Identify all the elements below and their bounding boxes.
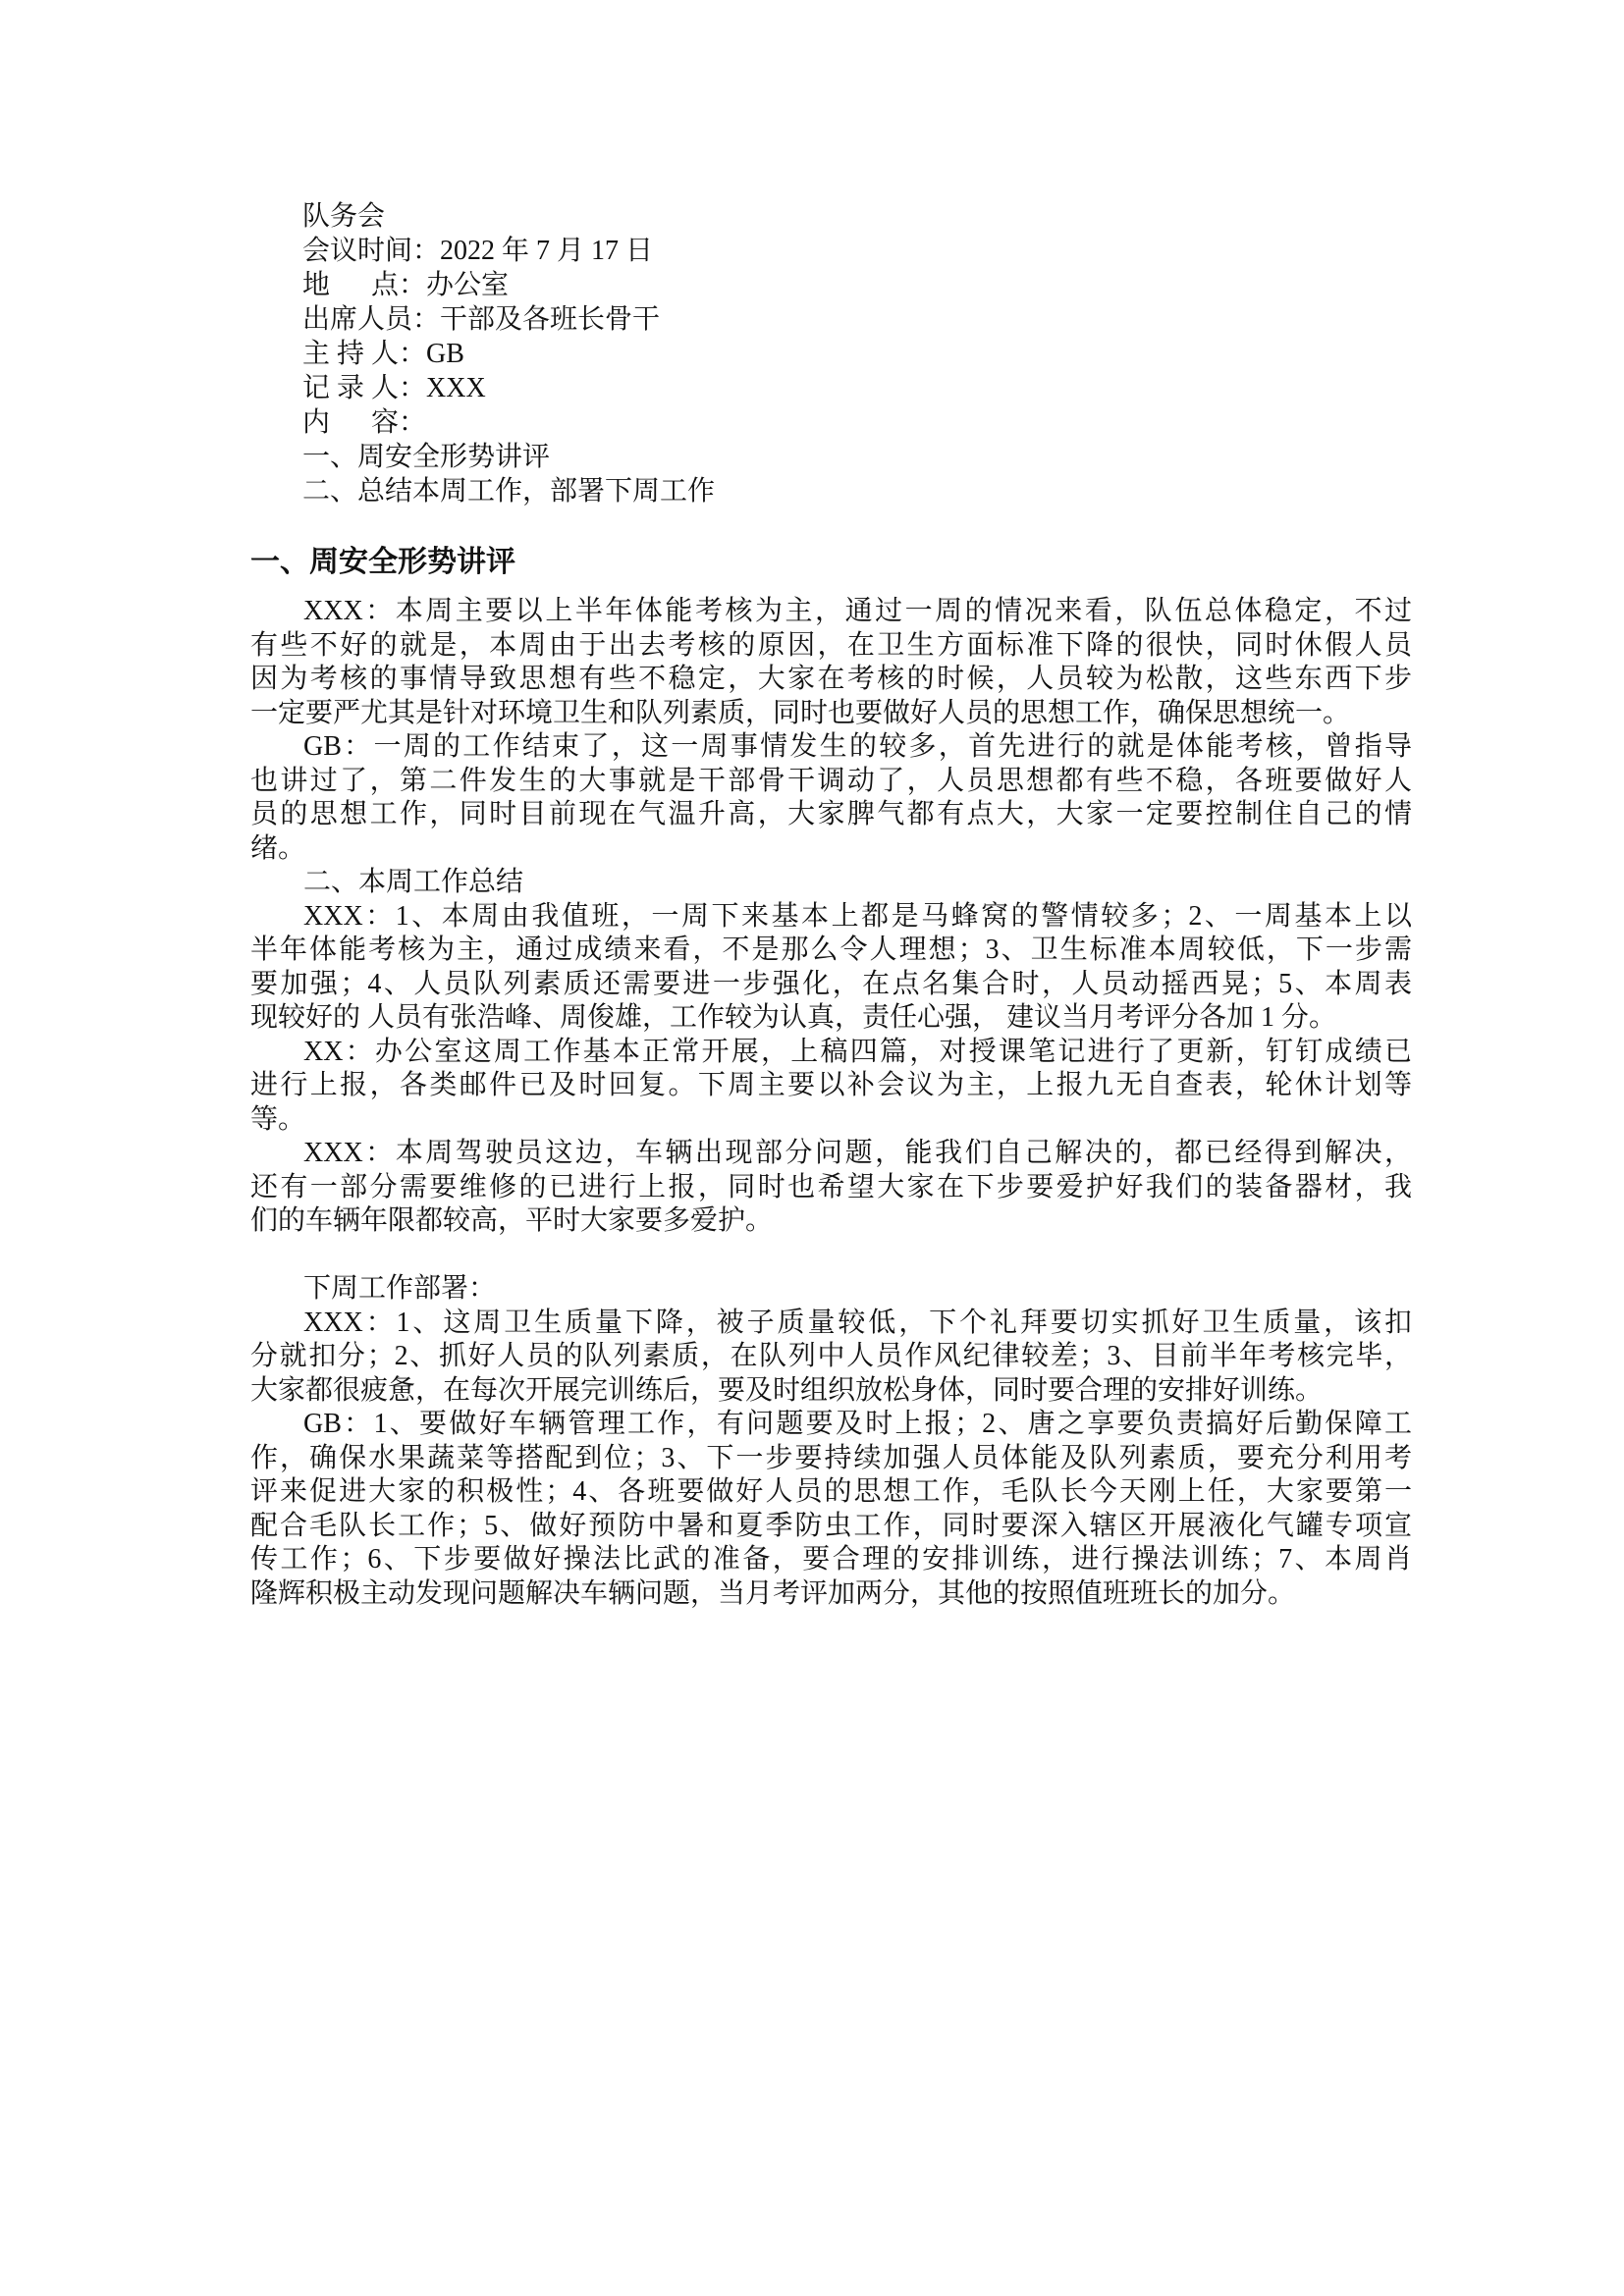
paragraph <box>250 1408 1412 1611</box>
paragraph-line: GB：一周的工作结束了，这一周事情发生的较多，首先进行的就是体能考核，曾指导 <box>303 731 1412 762</box>
meeting-title: 队务会 <box>302 201 386 232</box>
meeting-place: 地 点：办公室 <box>302 270 510 300</box>
paragraph-line: 隆辉积极主动发现问题解决车辆问题，当月考评加两分，其他的按照值班班长的加分。 <box>250 1577 1296 1609</box>
blank-line <box>250 1239 1412 1273</box>
paragraph-line: 传工作；6、下步要做好操法比武的准备，要合理的安排训练，进行操法训练；7、本周肖 <box>250 1544 1412 1575</box>
paragraph-line: 还有一部分需要维修的已进行上报，同时也希望大家在下步要爱护好我们的装备器材，我 <box>250 1171 1412 1202</box>
paragraph-line: XXX：本周主要以上半年体能考核为主，通过一周的情况来看，队伍总体稳定，不过 <box>303 596 1412 626</box>
paragraph-line: 作，确保水果蔬菜等搭配到位；3、下一步要持续加强人员体能及队列素质，要充分利用考 <box>250 1442 1412 1473</box>
paragraph-line: 因为考核的事情导致思想有些不稳定，大家在考核的时候，人员较为松散，这些东西下步 <box>250 664 1412 694</box>
paragraph-line: 现较好的 人员有张浩峰、周俊雄，工作较为认真，责任心强， 建议当月考评分各加 1 分。 <box>250 1002 1337 1033</box>
paragraph-line: GB：1、要做好车辆管理工作，有问题要及时上报；2、唐之享要负责搞好后勤保障工 <box>303 1409 1412 1439</box>
paragraph <box>250 1036 1412 1138</box>
agenda-item: 二、总结本周工作，部署下周工作 <box>302 476 716 507</box>
paragraph <box>250 1272 1412 1307</box>
paragraph-line: XXX：1、本周由我值班，一周下来基本上都是马蜂窝的警情较多；2、一周基本上以 <box>303 900 1412 932</box>
meeting-info <box>302 199 715 508</box>
paragraph-line: 评来促进大家的积极性；4、各班要做好人员的思想工作，毛队长今天刚上任，大家要第一 <box>250 1476 1412 1507</box>
paragraph-line: 半年体能考核为主，通过成绩来看，不是那么令人理想；3、卫生标准本周较低，下一步需 <box>250 934 1412 965</box>
paragraph-line: 员的思想工作，同时目前现在气温升高，大家脾气都有点大，大家一定要控制住自己的情 <box>250 799 1412 829</box>
agenda-item: 一、周安全形势讲评 <box>302 442 551 472</box>
paragraph <box>250 1137 1412 1239</box>
meeting-content-label: 内 容： <box>302 407 427 438</box>
paragraph-line: 等。 <box>250 1103 306 1135</box>
paragraph-line: 配合毛队长工作；5、做好预防中暑和夏季防虫工作，同时要深入辖区开展液化气罐专项宣 <box>250 1510 1412 1541</box>
paragraph-line: 们的车辆年限都较高，平时大家要多爱护。 <box>250 1205 774 1236</box>
paragraph-line: 绪。 <box>250 832 306 864</box>
paragraph-line: 有些不好的就是，本周由于出去考核的原因，在卫生方面标准下降的很快，同时休假人员 <box>250 629 1412 661</box>
paragraph-line: 也讲过了，第二件发生的大事就是干部骨干调动了，人员思想都有些不稳，各班要做好人 <box>250 765 1412 796</box>
paragraph <box>250 900 1412 1036</box>
paragraph-line: 下周工作部署： <box>303 1273 497 1304</box>
paragraph-line: 进行上报，各类邮件已及时回复。下周主要以补会议为主，上报九无自查表，轮休计划等 <box>250 1070 1412 1100</box>
paragraph <box>250 1307 1412 1409</box>
paragraph <box>250 866 1412 900</box>
paragraph-line: 分就扣分；2、抓好人员的队列素质，在队列中人员作风纪律较差；3、目前半年考核完毕， <box>250 1341 1412 1371</box>
paragraph-line: 一定要严尤其是针对环境卫生和队列素质，同时也要做好人员的思想工作，确保思想统一。 <box>250 697 1351 728</box>
document-body <box>250 595 1412 1611</box>
meeting-attendees: 出席人员：干部及各班长骨干 <box>302 304 661 335</box>
paragraph-line: 二、本周工作总结 <box>303 867 524 897</box>
meeting-host: 主 持 人：GB <box>302 339 464 369</box>
paragraph-line: XXX：本周驾驶员这边，车辆出现部分问题，能我们自己解决的，都已经得到解决， <box>303 1138 1412 1168</box>
paragraph-line: 要加强；4、人员队列素质还需要进一步强化，在点名集合时，人员动摇西晃；5、本周表 <box>250 968 1412 999</box>
paragraph-line: 大家都很疲惫，在每次开展完训练后，要及时组织放松身体，同时要合理的安排好训练。 <box>250 1374 1324 1406</box>
paragraph-line: XX：办公室这周工作基本正常开展，上稿四篇，对授课笔记进行了更新，钉钉成绩已 <box>303 1036 1412 1067</box>
paragraph <box>250 730 1412 866</box>
paragraph-line: XXX：1、这周卫生质量下降，被子质量较低，下个礼拜要切实抓好卫生质量，该扣 <box>303 1307 1412 1338</box>
paragraph <box>250 595 1412 730</box>
meeting-recorder: 记 录 人：XXX <box>302 373 486 403</box>
section-heading: 一、周安全形势讲评 <box>250 546 515 578</box>
meeting-time: 会议时间：2022 年 7 月 17 日 <box>302 236 654 266</box>
